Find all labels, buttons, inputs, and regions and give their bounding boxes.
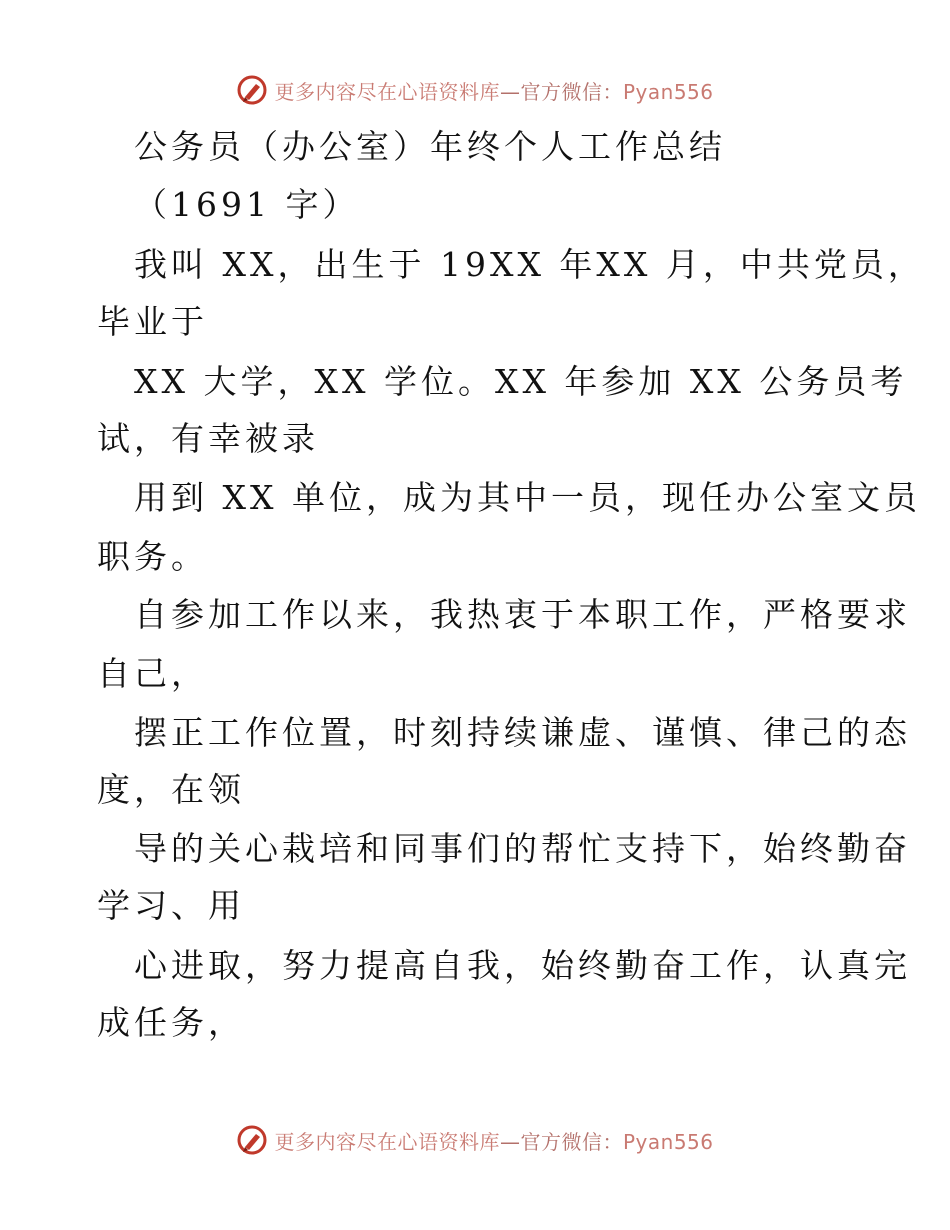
paragraph-line: 我叫 XX，出生于 19XX 年XX 月，中共党员， <box>134 245 925 284</box>
paragraph-line: XX 大学，XX 学位。XX 年参加 XX 公务员考 <box>134 362 908 401</box>
paragraph-line: 职务。 <box>97 537 208 576</box>
pen-logo-icon <box>236 74 268 106</box>
header-banner-text: 更多内容尽在心语资料库—官方微信：Pyan556 <box>274 79 714 104</box>
paragraph-line: 自参加工作以来，我热衷于本职工作，严格要求 <box>134 595 911 634</box>
paragraph-line: 心进取，努力提高自我，始终勤奋工作，认真完 <box>134 946 911 985</box>
footer-banner <box>0 1120 950 1160</box>
paragraph-line: 成任务， <box>97 1003 245 1042</box>
paragraph-line: 自己， <box>97 654 208 693</box>
paragraph-line: 学习、用 <box>97 886 245 925</box>
footer-banner-text: 更多内容尽在心语资料库—官方微信：Pyan556 <box>274 1129 714 1154</box>
paragraph-line: 摆正工作位置，时刻持续谦虚、谨慎、律己的态 <box>134 713 911 752</box>
paragraph-line: 用到 XX 单位，成为其中一员，现任办公室文员 <box>134 478 921 517</box>
paragraph-line: 导的关心栽培和同事们的帮忙支持下，始终勤奋 <box>134 829 911 868</box>
pen-logo-icon <box>236 1124 268 1156</box>
paragraph-line: 试，有幸被录 <box>97 419 319 458</box>
paragraph-line: 毕业于 <box>97 302 208 341</box>
header-banner <box>0 70 950 110</box>
word-count: （1691 字） <box>134 185 360 224</box>
document-title: 公务员（办公室）年终个人工作总结 <box>134 127 726 166</box>
paragraph-line: 度，在领 <box>97 770 245 809</box>
